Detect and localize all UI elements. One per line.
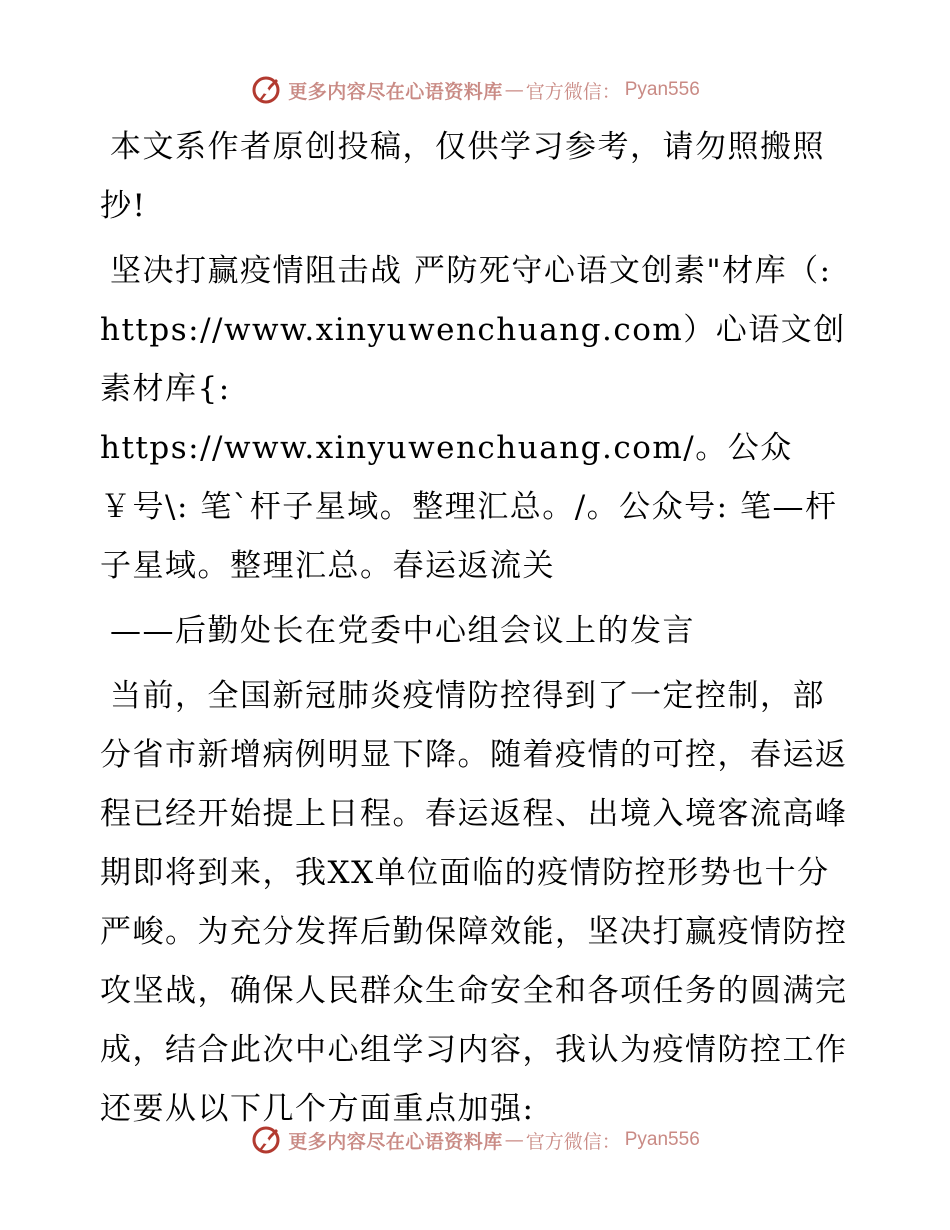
body-paragraph: 当前，全国新冠肺炎疫情防控得到了一定控制，部分省市新增病例明显下降。随着疫情的可控，春运返程已经开始提上日程。春运返程、出境入境客流高峰期即将到来，我XX单位面临的疫情防控形势也十分严峻。为充分发挥后勤保障效能，坚决打赢疫情防控攻坚战，确保人民群众生命安全和各项任务的圆满完成，结合此次中心组学习内容，我认为疫情防控工作还要从以下几个方面重点加强: (100, 678, 848, 1127)
pen-nib-logo-icon (250, 1123, 284, 1157)
footer-separator: — (504, 1129, 524, 1151)
copyright-notice: 本文系作者原创投稿，仅供学习参考，请勿照搬照抄! (100, 129, 825, 224)
header-wechat-id: Pyan556 (624, 79, 700, 100)
header-wechat-label: 官方微信： (525, 80, 621, 103)
footer-banner (0, 1120, 950, 1160)
footer-wechat-id: Pyan556 (624, 1129, 700, 1150)
header-banner (0, 70, 950, 110)
document-title: 坚决打赢疫情阻击战 严防死守心语文创素"材库（: https://www.xinyuwenchuang.com）心语文创素材库{: https://www.xinyuwenchuang.com/。公众￥号\: 笔`杆子星域。整理汇总。/。公众号: 笔—杆子星域。整理汇总。春运返流关 (100, 253, 846, 584)
footer-wechat-label: 官方微信： (525, 1130, 621, 1153)
header-brand-text: 更多内容尽在心语资料库 (288, 80, 503, 103)
document-subtitle: ——后勤处长在党委中心组会议上的发言 (110, 613, 695, 649)
pen-nib-logo-icon (250, 73, 284, 107)
document-body (100, 118, 852, 1139)
footer-brand-text: 更多内容尽在心语资料库 (288, 1130, 503, 1153)
header-separator: — (504, 79, 524, 101)
